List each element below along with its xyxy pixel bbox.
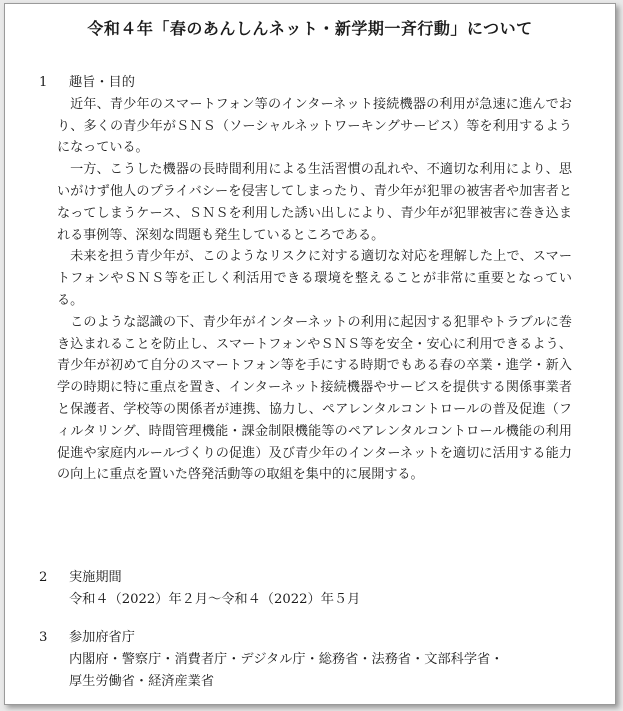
- section-heading: [39, 567, 360, 589]
- section-purpose: [39, 72, 572, 486]
- section-heading: [39, 627, 503, 649]
- section-period: [39, 567, 360, 611]
- page-title: 令和４年「春のあんしんネット・新学期一斉行動」について: [87, 19, 533, 38]
- section-body: [39, 94, 572, 486]
- document-page: [4, 3, 616, 705]
- period-text: 令和４（2022）年２月～令和４（2022）年５月: [69, 591, 361, 607]
- section-heading: [39, 72, 572, 94]
- section-title: 趣旨・目的: [69, 75, 135, 90]
- section-title: 参加府省庁: [69, 630, 135, 645]
- ministries-line: 厚生労働省・経済産業省: [69, 673, 215, 689]
- paragraph: このような認識の下、青少年がインターネットの利用に起因する犯罪やトラブルに巻き込まれることを防止し、スマートフォンやＳＮＳ等を安全・安心に利用できるよう、青少年が初めて自分のスマートフォン等を手にする時期でもある春の卒業・進学・新入学の時期に特に重点を置き、インターネット接続機器やサービスを提供する関係事業者と保護者、学校等の関係者が連携、協力し、ペアレンタルコントロールの普及促進（フィルタリング、時間管理機能・課金制限機能等のペアレンタルコントロール機能の利用促進や家庭内ルールづくりの促進）及び青少年のインターネットを適切に活用する能力の向上に重点を置いた啓発活動等の取組を集中的に展開する。: [57, 314, 572, 483]
- section-number: 1: [39, 75, 48, 90]
- section-number: 3: [39, 630, 48, 645]
- ministries-line: 内閣府・警察庁・消費者庁・デジタル庁・総務省・法務省・文部科学省・: [69, 651, 504, 667]
- paragraph: 近年、青少年のスマートフォン等のインターネット接続機器の利用が急速に進んでおり、多くの青少年がＳＮＳ（ソーシャルネットワーキングサービス）等を利用するようになっている。: [57, 96, 572, 156]
- section-number: 2: [39, 570, 48, 585]
- section-title: 実施期間: [69, 570, 122, 585]
- paragraph: 未来を担う青少年が、このようなリスクに対する適切な対応を理解した上で、スマートフォンやＳＮＳ等を正しく利活用できる環境を整えることが非常に重要となっている。: [57, 249, 572, 308]
- section-ministries: [39, 627, 503, 692]
- paragraph: 一方、こうした機器の長時間利用による生活習慣の乱れや、不適切な利用により、思いがけず他人のプライバシーを侵害してしまったり、青少年が犯罪の被害者や加害者となってしまうケース、ＳＮＳを利用した誘い出しにより、青少年が犯罪被害に巻き込まれる事例等、深刻な問題も発生しているところである。: [57, 162, 572, 243]
